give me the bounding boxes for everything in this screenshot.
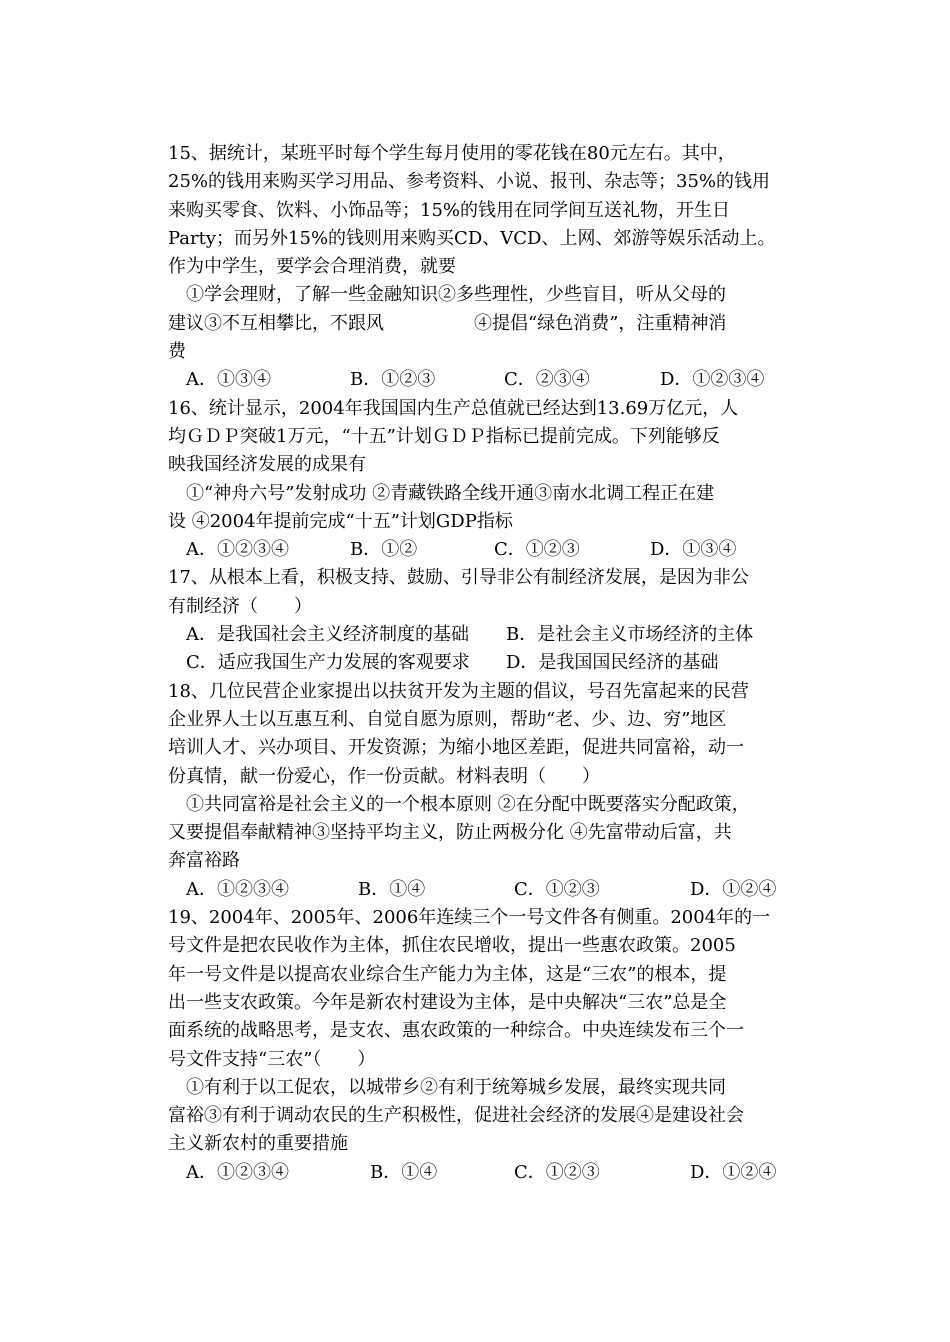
question-18 xyxy=(168,678,788,904)
q15-stem-line-3: 来购买零食、饮料、小饰品等；15%的钱用在同学间互送礼物，开生日 xyxy=(168,199,731,221)
q18-option-c: C．①②③ xyxy=(514,878,600,900)
q18-stem-line-3: 培训人才、兴办项目、开发资源；为缩小地区差距，促进共同富裕，动一 xyxy=(168,737,744,759)
q17-stem-line-2: 有制经济（ ） xyxy=(168,595,312,617)
q16-item-line-1: ①“神舟六号”发射成功 ②青藏铁路全线开通③南水北调工程正在建 xyxy=(186,482,715,504)
q19-stem-line-4: 出一些支农政策。今年是新农村建设为主体，是中央解决“三农”总是全 xyxy=(168,991,727,1013)
q19-stem-line-1: 19、2004年、2005年、2006年连续三个一号文件各有侧重。2004年的一 xyxy=(168,907,771,929)
q19-option-c: C．①②③ xyxy=(514,1161,600,1183)
q19-stem-line-5: 面系统的战略思考，是支农、惠农政策的一种综合。中央连续发布三个一 xyxy=(168,1020,744,1042)
q19-option-d: D．①②④ xyxy=(690,1161,777,1183)
q17-options-row-2 xyxy=(168,649,788,677)
question-16 xyxy=(168,395,788,565)
q17-option-b: B．是社会主义市场经济的主体 xyxy=(506,624,754,646)
q18-stem-line-1: 18、几位民营企业家提出以扶贫开发为主题的倡议，号召先富起来的民营 xyxy=(168,680,749,702)
q16-stem-line-1: 16、统计显示，2004年我国国内生产总值就已经达到13.69万亿元，人 xyxy=(168,397,739,419)
q17-option-a: A．是我国社会主义经济制度的基础 xyxy=(186,624,469,646)
q16-option-b: B．①② xyxy=(350,539,418,561)
q16-option-a: A．①②③④ xyxy=(186,539,289,561)
question-15 xyxy=(168,140,788,395)
q15-item-line-1: ①学会理财，了解一些金融知识②多些理性，少些盲目，听从父母的 xyxy=(186,284,726,306)
q15-item-line-2: 建议③不互相攀比，不跟风 ④提倡“绿色消费”，注重精神消 xyxy=(168,312,727,334)
q19-stem-line-2: 号文件是把农民收作为主体，抓住农民增收，提出一些惠农政策。2005 xyxy=(168,935,736,957)
q18-item-line-3: 奔富裕路 xyxy=(168,850,240,872)
q19-option-b: B．①④ xyxy=(370,1161,438,1183)
q18-item-line-1: ①共同富裕是社会主义的一个根本原则 ②在分配中既要落实分配政策， xyxy=(186,793,750,815)
q15-stem-line-5: 作为中学生，要学会合理消费，就要 xyxy=(168,256,456,278)
q15-option-c: C．②③④ xyxy=(504,369,590,391)
q17-option-c: C．适应我国生产力发展的客观要求 xyxy=(186,652,470,674)
q16-stem-line-3: 映我国经济发展的成果有 xyxy=(168,454,366,476)
q15-stem-line-4: Party；而另外15%的钱则用来购买CD、VCD、上网、郊游等娱乐活动上。 xyxy=(168,227,776,249)
q17-option-d: D．是我国国民经济的基础 xyxy=(506,652,719,674)
q18-stem-line-2: 企业界人士以互惠互利、自觉自愿为原则，帮助“老、少、边、穷”地区 xyxy=(168,708,727,730)
q15-stem-line-2: 25%的钱用来购买学习用品、参考资料、小说、报刊、杂志等；35%的钱用 xyxy=(168,171,771,193)
q19-item-line-3: 主义新农村的重要措施 xyxy=(168,1133,348,1155)
q18-stem-line-4: 份真情，献一份爱心，作一份贡献。材料表明（ ） xyxy=(168,765,600,787)
q15-item-line-3: 费 xyxy=(168,341,186,363)
q19-options xyxy=(168,1159,788,1187)
q19-item-line-2: 富裕③有利于调动农民的生产积极性，促进社会经济的发展④是建设社会 xyxy=(168,1105,744,1127)
q19-item-line-1: ①有利于以工促农，以城带乡②有利于统筹城乡发展，最终实现共同 xyxy=(186,1076,726,1098)
document-page xyxy=(168,140,788,1187)
q16-option-d: D．①③④ xyxy=(650,539,737,561)
q17-stem-line-1: 17、从根本上看，积极支持、鼓励、引导非公有制经济发展，是因为非公 xyxy=(168,567,749,589)
q18-option-b: B．①④ xyxy=(358,878,426,900)
q16-options xyxy=(168,536,788,564)
q18-item-line-2: 又要提倡奉献精神③坚持平均主义，防止两极分化 ④先富带动后富，共 xyxy=(168,822,732,844)
q15-option-a: A．①③④ xyxy=(186,369,271,391)
q17-options-row-1 xyxy=(168,621,788,649)
q19-stem-line-3: 年一号文件是以提高农业综合生产能力为主体，这是“三农”的根本，提 xyxy=(168,963,727,985)
q16-option-c: C．①②③ xyxy=(494,539,580,561)
question-19 xyxy=(168,904,788,1187)
q15-stem-line-1: 15、据统计，某班平时每个学生每月使用的零花钱在80元左右。其中， xyxy=(168,143,736,164)
q19-option-a: A．①②③④ xyxy=(186,1161,289,1183)
q15-option-b: B．①②③ xyxy=(350,369,436,391)
q15-options xyxy=(168,366,788,394)
q19-stem-line-6: 号文件支持“三农”（ ） xyxy=(168,1048,376,1070)
q16-stem-line-2: 均ＧＤＰ突破1万元，“十五”计划ＧＤＰ指标已提前完成。下列能够反 xyxy=(168,425,720,447)
q15-option-d: D．①②③④ xyxy=(660,369,765,391)
q18-options xyxy=(168,876,788,904)
q18-option-d: D．①②④ xyxy=(690,878,777,900)
question-17 xyxy=(168,564,788,677)
q16-item-line-2: 设 ④2004年提前完成“十五”计划GDP指标 xyxy=(168,510,513,532)
q18-option-a: A．①②③④ xyxy=(186,878,289,900)
